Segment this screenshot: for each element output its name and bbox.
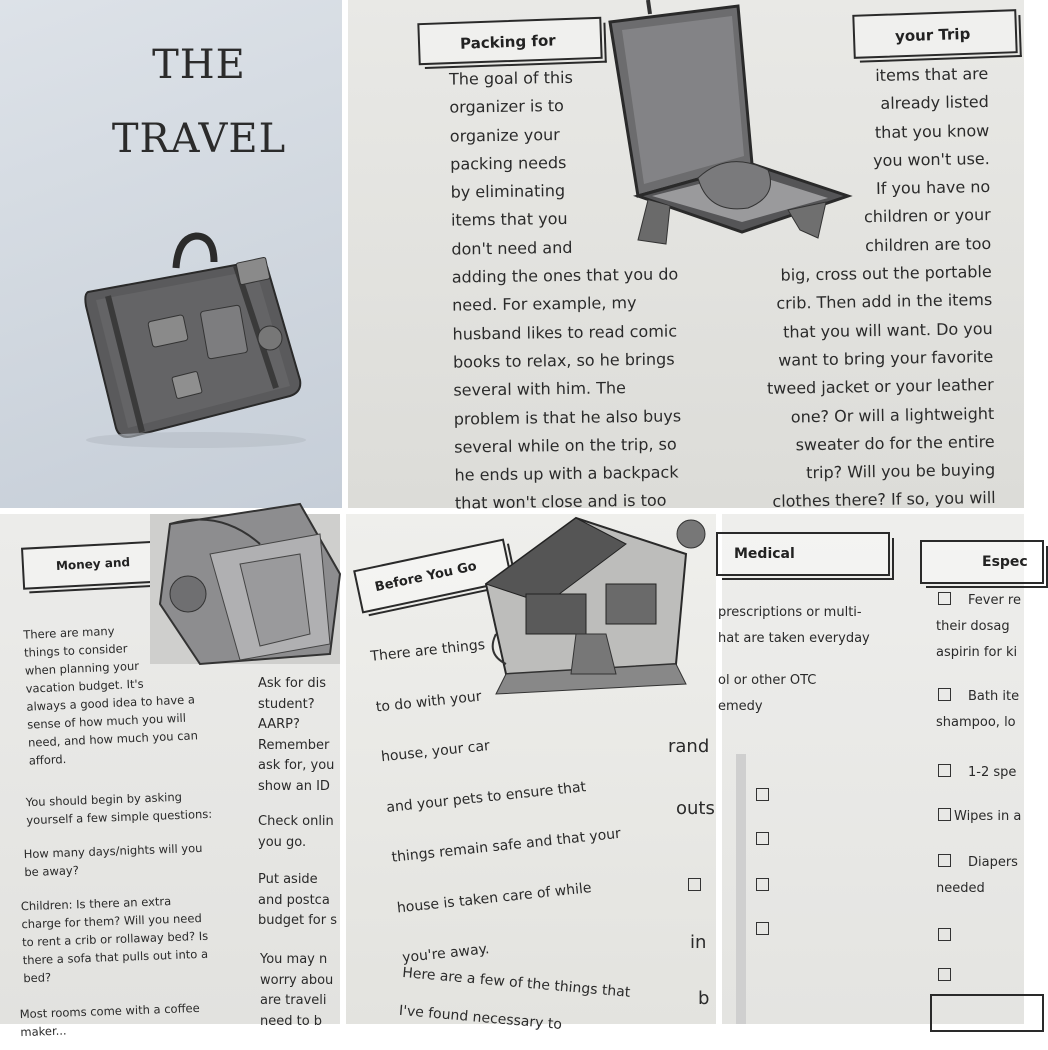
- money-intro-line: when planning your: [24, 658, 140, 678]
- money-right-line: You may n: [260, 952, 328, 967]
- money-right-line: student?: [258, 696, 315, 712]
- packing-right-line: items that are: [875, 64, 989, 85]
- packing-right-line: big, cross out the portable: [780, 262, 992, 285]
- money-right-line: worry abou: [260, 972, 334, 988]
- cover-title-line1: THE: [152, 42, 246, 88]
- before-closing-line: Here are a few of the things that: [401, 964, 631, 1001]
- packing-right-column: [756, 60, 996, 517]
- special-item-3: [936, 760, 1016, 786]
- packing-left-line: books to relax, so he brings: [452, 349, 675, 372]
- money-begin: [25, 787, 212, 829]
- money-right-line: and postca: [258, 892, 330, 908]
- packing-right-line: that you know: [874, 120, 990, 142]
- money-q3-line: Most rooms come with a coffee: [19, 1000, 200, 1022]
- medical-left-line: emedy: [718, 699, 763, 714]
- money-intro-line: always a good idea to have a: [26, 692, 196, 714]
- before-side-word-2: outs: [676, 798, 715, 819]
- money-right-line: Remember: [258, 737, 330, 753]
- packing-left-line: problem is that he also buys: [453, 405, 682, 429]
- medical-left-line: hat are taken everyday: [718, 631, 870, 646]
- packing-label-left-text: Packing for: [459, 31, 556, 53]
- before-line: things remain safe and that your: [390, 825, 622, 866]
- money-q1-line: be away?: [24, 863, 80, 880]
- money-intro-line: sense of how much you will: [26, 710, 187, 732]
- money-intro: [23, 618, 199, 769]
- money-begin-line: You should begin by asking: [25, 789, 183, 810]
- medical-checkbox[interactable]: [756, 922, 769, 935]
- packing-label-right-text: your Trip: [894, 24, 971, 46]
- medical-checkbox[interactable]: [756, 878, 769, 891]
- money-right-line: show an ID: [258, 778, 330, 794]
- packing-left-line: husband likes to read comic: [452, 321, 678, 344]
- money-begin-line: yourself a few simple questions:: [26, 806, 213, 828]
- medical-panel: [718, 514, 1028, 1024]
- packing-left-column: [449, 62, 683, 518]
- before-line: and your pets to ensure that: [385, 778, 587, 816]
- packing-left-line: adding the ones that you do: [451, 264, 679, 287]
- packing-left-line: several while on the trip, so: [454, 434, 677, 457]
- special-item-4: [936, 804, 1021, 830]
- medical-label-right: [920, 540, 1044, 584]
- packing-right-line: sweater do for the entire: [795, 431, 995, 455]
- money-q2-line: charge for them? Will you need: [21, 910, 202, 932]
- money-question-3: [19, 999, 200, 1041]
- packing-left-line: items that you: [450, 209, 568, 231]
- special-item-5: [936, 850, 1018, 902]
- money-right-line: Ask for dis: [258, 676, 326, 691]
- money-question-1: [23, 839, 203, 881]
- money-right-col-a: [258, 674, 334, 797]
- packing-right-line: trip? Will you be buying: [806, 460, 996, 483]
- money-intro-line: vacation budget. It's: [25, 676, 144, 696]
- packing-right-line: want to bring your favorite: [778, 346, 994, 370]
- before-side-word-1: rand: [668, 736, 710, 757]
- before-line: There are things: [369, 636, 486, 665]
- before-panel: [346, 514, 716, 1033]
- special-item-line: Fever re: [968, 593, 1021, 608]
- packing-right-line: If you have no: [875, 177, 991, 199]
- money-right-line: need to b: [260, 1013, 323, 1029]
- money-right-line: you go.: [258, 834, 307, 850]
- before-checkbox[interactable]: [688, 878, 701, 891]
- special-item-line: Diapers: [968, 855, 1018, 870]
- packing-left-line: packing needs: [450, 152, 567, 174]
- packing-left-line: organize your: [449, 124, 560, 146]
- money-intro-line: afford.: [28, 752, 67, 768]
- money-q3-line: maker...: [20, 1023, 67, 1040]
- packing-right-line: one? Or will a lightweight: [790, 403, 995, 427]
- medical-left-line: prescriptions or multi-: [718, 605, 862, 620]
- money-right-col-d: [260, 950, 333, 1032]
- money-right-line: budget for s: [258, 913, 338, 928]
- money-right-line: are traveli: [260, 993, 327, 1008]
- money-q2-line: bed?: [23, 970, 52, 986]
- special-item-line: their dosag: [936, 619, 1010, 634]
- money-q2-line: there a sofa that pulls out into a: [22, 946, 209, 968]
- packing-left-line: by eliminating: [450, 181, 566, 202]
- special-item-line: shampoo, lo: [936, 715, 1016, 730]
- special-item-line: aspirin for ki: [936, 645, 1018, 660]
- special-item-line: Wipes in a: [954, 809, 1022, 824]
- special-item-line: 1-2 spe: [968, 765, 1017, 780]
- packing-left-line: The goal of this: [448, 67, 573, 89]
- money-intro-line: There are many: [23, 623, 115, 642]
- packing-right-line: children or your: [863, 205, 991, 227]
- money-right-line: Check onlin: [258, 814, 334, 829]
- special-item-line: Bath ite: [968, 689, 1020, 704]
- money-q2-line: Children: Is there an extra: [20, 894, 172, 914]
- packing-right-line: you won't use.: [872, 148, 990, 170]
- medical-left-lines-2: [718, 668, 816, 720]
- packing-right-line: tweed jacket or your leather: [766, 375, 994, 399]
- before-line: house is taken care of while: [396, 879, 593, 916]
- medical-left-lines: [718, 600, 870, 652]
- packing-left-line: don't need and: [451, 237, 573, 259]
- money-right-line: ask for, you: [258, 758, 335, 773]
- money-right-col-b: [258, 812, 334, 853]
- packing-left-line: several with him. The: [453, 378, 627, 400]
- medical-label-right-text: Espec: [982, 554, 1028, 570]
- money-right-line: AARP?: [258, 717, 300, 732]
- before-lines: [368, 608, 634, 984]
- medical-checkbox[interactable]: [756, 832, 769, 845]
- packing-right-line: already listed: [880, 92, 989, 114]
- money-intro-line: need, and how much you can: [27, 728, 199, 750]
- packing-right-line: clothes there? If so, you will: [772, 488, 996, 512]
- before-closing-line: I've found necessary to: [398, 1002, 563, 1033]
- packing-panel: [348, 0, 1024, 514]
- packing-right-line: that you will want. Do you: [782, 318, 993, 342]
- money-intro-line: things to consider: [23, 641, 128, 660]
- medical-left-line: ol or other OTC: [718, 673, 817, 688]
- before-label-text: Before You Go: [373, 558, 479, 596]
- special-checkbox[interactable]: [938, 968, 951, 981]
- before-line: house, your car: [380, 737, 491, 766]
- before-line: to do with your: [375, 688, 483, 716]
- packing-right-line: children are too: [864, 233, 992, 255]
- money-right-line: Put aside: [258, 872, 318, 887]
- special-checkbox[interactable]: [938, 928, 951, 941]
- money-right-col-c: [258, 870, 337, 932]
- suitcase-illustration: [0, 0, 342, 508]
- before-line: you're away.: [401, 941, 491, 967]
- medical-checkbox[interactable]: [756, 788, 769, 801]
- before-side-word-4: b: [698, 988, 710, 1009]
- packing-right-line: crib. Then add in the items: [776, 290, 993, 314]
- special-item-1: [936, 588, 1021, 666]
- special-item-line: needed: [936, 881, 985, 896]
- bottom-box-edge: [930, 994, 1044, 1032]
- packing-left-line: he ends up with a backpack: [454, 462, 679, 485]
- packing-left-line: organizer is to: [449, 96, 565, 117]
- money-q2-line: to rent a crib or rollaway bed? Is: [21, 928, 209, 950]
- medical-label-left-text: Medical: [734, 546, 795, 562]
- special-item-2: [936, 684, 1019, 736]
- money-label-text: Money and: [55, 555, 131, 573]
- money-q1-line: How many days/nights will you: [23, 840, 203, 862]
- medical-label-left: [716, 532, 890, 576]
- packing-left-line: that won't close and is too: [454, 491, 667, 514]
- money-panel: [0, 514, 340, 1040]
- packing-left-line: need. For example, my: [452, 293, 637, 315]
- money-question-2: [20, 891, 209, 987]
- cover-title-line2: TRAVEL: [111, 116, 287, 162]
- before-side-word-3: in: [690, 932, 707, 953]
- cover-panel: [0, 0, 342, 508]
- medical-shadow-strip: [736, 754, 746, 1024]
